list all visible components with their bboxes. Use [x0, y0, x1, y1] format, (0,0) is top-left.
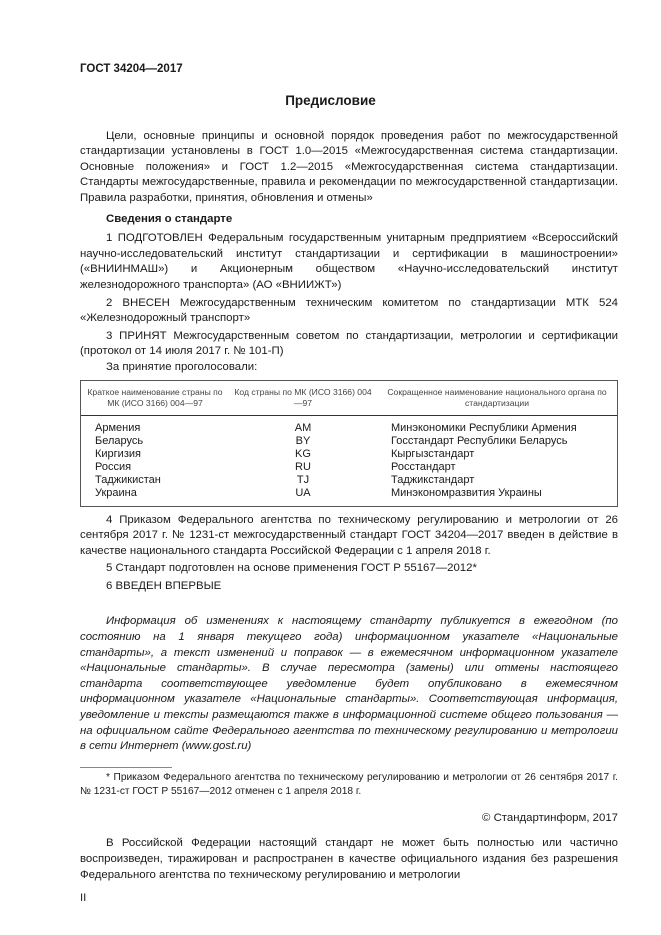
intro-paragraph [80, 129, 618, 207]
standards-body: Минэкономразвития Украины [391, 486, 542, 499]
country-code: KG [295, 447, 311, 460]
standards-body: Госстандарт Республики Беларусь [391, 434, 568, 447]
footnote [80, 771, 618, 799]
rights-text: В Российской Федерации настоящий стандарт не может быть полностью или частично воспроизведен, тиражирован и распространен в качестве официального издания без разрешения Федерального агентства по техническому регулированию и метрологии [80, 837, 618, 881]
changes-info [80, 614, 618, 754]
document-page [80, 62, 618, 907]
table-row [81, 435, 617, 448]
country-code: TJ [296, 473, 310, 486]
item-5: 5 Стандарт подготовлен на основе применения ГОСТ Р 55167—2012* [106, 562, 477, 575]
table-row [81, 474, 617, 487]
table-row [81, 448, 617, 461]
country-name: Армения [95, 421, 141, 434]
country-name: Украина [95, 486, 137, 499]
intro-text: Цели, основные принципы и основной порядок проведения работ по межгосударственной стандартизации установлены в ГОСТ 1.0—2015 «Межгосударственная система стандартизации. Основные положения» и ГОСТ 1.2—2015 «Межгосударственная система стандартизации. Стандарты межгосударственные, правила и рекомендации по межгосударственной стандартизации. Правила разработки, принятия, обновления и отмены» [80, 129, 618, 204]
voting-table [80, 380, 618, 507]
table-row [81, 487, 617, 500]
item-6: 6 ВВЕДЕН ВПЕРВЫЕ [106, 579, 222, 592]
standards-body: Кыргызстандарт [391, 447, 475, 460]
table-header: Краткое наименование страны по МК (ИСО 3166) 004—97 [81, 381, 229, 416]
standard-info [80, 212, 618, 376]
item-1: 1 ПОДГОТОВЛЕН Федеральным государственным унитарным предприятием «Всероссийский научно-исследовательский институт стандартизации и сертификации в машиностроении» («ВНИИНМАШ») и Акционерным обществом «Научно-исследовательский институт железнодорожного транспорта» (АО «ВНИИЖТ») [80, 232, 618, 291]
item-4: 4 Приказом Федерального агентства по техническому регулированию и метрологии от 26 сентября 2017 г. № 1231-ст межгосударственный стандарт ГОСТ 34204—2017 введен в действие в качестве национального стандарта Российской Федерации с 1 апреля 2018 г. [80, 513, 618, 557]
page-number: II [80, 892, 87, 905]
country-name: Киргизия [95, 447, 141, 460]
country-name: Таджикистан [95, 473, 161, 486]
rights-notice [80, 836, 618, 883]
country-code: AM [294, 421, 312, 434]
standards-body: Таджикстандарт [391, 473, 475, 486]
item-3: 3 ПРИНЯТ Межгосударственным советом по стандартизации, метрологии и сертификации (протокол от 14 июля 2017 г. № 101-П) [80, 329, 618, 358]
page-title: Предисловие [285, 92, 376, 108]
changes-info-text: Информация об изменениях к настоящему стандарту публикуется в ежегодном (по состоянию на 1 января текущего года) информационном указателе «Национальные стандарты», а текст изменений и поправок — в ежемесячном информационном указателе «Национальные стандарты». В случае пересмотра (замены) или отмены настоящего стандарта соответствующее уведомление будет опубликовано в ежемесячном информационном указателе «Национальные стандарты». Соответствующая информация, уведомление и тексты размещаются также в информационной системе общего пользования — на официальном сайте Федерального агентства по техническому регулированию и метрологии в сети Интернет (www.gost.ru) [80, 615, 618, 753]
table-header: Код страны по МК (ИСО 3166) 004—97 [229, 381, 377, 416]
copyright: © Стандартинформ, 2017 [482, 811, 618, 824]
section-title: Сведения о стандарте [106, 212, 233, 225]
standards-body: Минэкономики Республики Армения [391, 421, 577, 434]
table-header: Сокращенное наименование национального органа по стандартизации [377, 381, 617, 416]
country-code: RU [295, 460, 311, 473]
footnote-divider [80, 767, 172, 768]
standard-info-continued [80, 513, 618, 595]
footnote-text: * Приказом Федерального агентства по техническому регулированию и метрологии от 26 сентября 2017 г. № 1231-ст ГОСТ Р 55167—2012 отменен с 1 апреля 2018 г. [80, 771, 618, 797]
country-name: Россия [95, 460, 132, 473]
standards-body: Росстандарт [391, 460, 456, 473]
country-name: Беларусь [95, 434, 144, 447]
country-code: BY [295, 434, 311, 447]
voted-label: За принятие проголосовали: [106, 360, 258, 373]
country-code: UA [295, 486, 311, 499]
document-header: ГОСТ 34204—2017 [80, 63, 183, 75]
table-row [81, 461, 617, 474]
item-2: 2 ВНЕСЕН Межгосударственным техническим комитетом по стандартизации МТК 524 «Железнодорожный транспорт» [80, 296, 618, 325]
table-row [81, 415, 617, 435]
